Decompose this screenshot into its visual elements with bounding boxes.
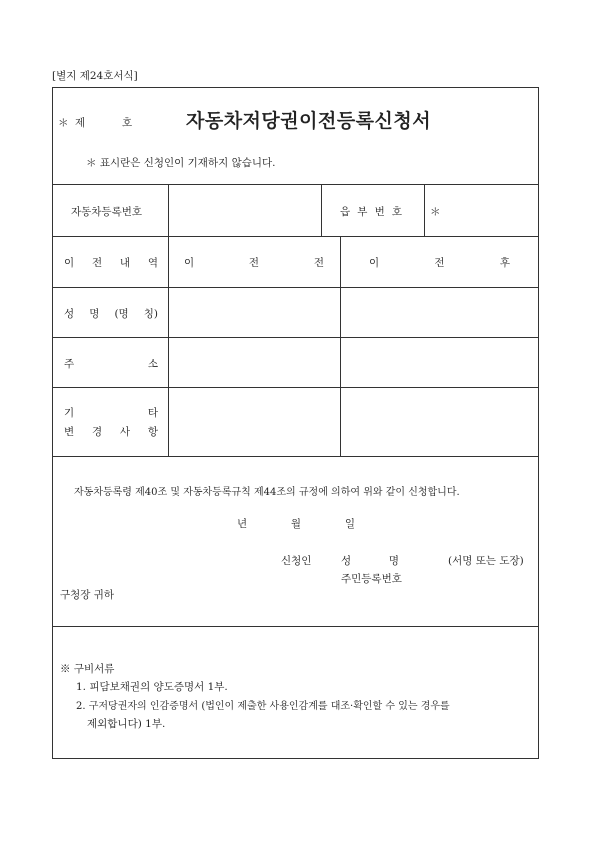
number-label-ho: 호 xyxy=(122,117,133,129)
char: 타 xyxy=(147,407,158,419)
char: 내 xyxy=(119,257,131,269)
divider xyxy=(52,236,539,237)
char: 사 xyxy=(119,426,131,438)
number-label-je: 제 xyxy=(75,117,86,129)
char: 전 xyxy=(248,257,260,269)
before-transfer-header xyxy=(184,255,324,270)
form-number-label: [별지 제24호서식] xyxy=(52,70,138,82)
divider xyxy=(52,184,539,185)
char: 번 xyxy=(374,206,385,218)
document-item-1: 1. 피담보채권의 양도증명서 1부. xyxy=(76,681,228,693)
char: 명 xyxy=(89,308,100,320)
number-mark: ＊ xyxy=(58,117,69,129)
before-address-field[interactable] xyxy=(169,338,340,387)
divider xyxy=(52,626,539,627)
char: 읍 xyxy=(340,206,351,218)
required-documents-heading: ※ 구비서류 xyxy=(60,663,115,675)
char: (명 xyxy=(114,308,129,320)
resident-number-label: 주민등록번호 xyxy=(341,573,402,585)
char: 전 xyxy=(313,257,324,269)
applicant-name-label xyxy=(341,553,399,568)
reg-number-label: 자동차등록번호 xyxy=(71,206,143,218)
document-item-2-continued: 제외합니다) 1부. xyxy=(87,718,166,730)
char: 칭) xyxy=(143,308,158,320)
other-label-line2 xyxy=(64,424,158,439)
notice-text: ＊ 표시란은 신청인이 기재하지 않습니다. xyxy=(86,157,276,169)
char: 후 xyxy=(499,257,510,269)
after-name-field[interactable] xyxy=(341,288,538,337)
char: 부 xyxy=(357,206,368,218)
applicant-label: 신청인 xyxy=(281,555,312,567)
document-item-2: 2. 구저당권자의 인감증명서 (법인이 제출한 사용인감계를 대조·확인할 수 있는 경우를 xyxy=(76,701,450,712)
recipient: 구청장 귀하 xyxy=(60,589,115,601)
column-divider xyxy=(321,184,322,236)
char: 이 xyxy=(369,257,380,269)
char: 경 xyxy=(91,426,103,438)
char: 전 xyxy=(434,257,445,269)
year-label: 년 xyxy=(237,518,248,530)
address-label xyxy=(64,356,158,371)
name-label xyxy=(64,306,158,321)
char: 변 xyxy=(64,426,75,438)
before-other-field[interactable] xyxy=(169,388,340,456)
before-name-field[interactable] xyxy=(169,288,340,337)
char: 역 xyxy=(147,257,158,269)
char: 이 xyxy=(64,257,75,269)
char: 성 xyxy=(64,308,75,320)
day-label: 일 xyxy=(344,518,355,530)
char: 전 xyxy=(91,257,103,269)
char: 호 xyxy=(391,206,402,218)
char: 주 xyxy=(64,358,75,370)
char: 이 xyxy=(184,257,195,269)
eup-number-label xyxy=(340,204,402,219)
other-label-line1 xyxy=(64,405,158,420)
date-line xyxy=(237,516,355,531)
char: 소 xyxy=(147,358,158,370)
after-transfer-header xyxy=(369,255,510,270)
declaration-text: 자동차등록령 제40조 및 자동차등록규칙 제44조의 규정에 의하여 위와 같이 신청합니다. xyxy=(74,487,460,498)
form-title: 자동차저당권이전등록신청서 xyxy=(186,110,432,132)
char: 성 xyxy=(341,555,352,567)
after-other-field[interactable] xyxy=(341,388,538,456)
after-address-field[interactable] xyxy=(341,338,538,387)
signature-note: (서명 또는 도장) xyxy=(448,555,524,567)
transfer-label xyxy=(64,255,158,270)
month-label: 월 xyxy=(290,518,302,530)
char: 명 xyxy=(388,555,399,567)
divider xyxy=(52,456,539,457)
char: 항 xyxy=(147,426,158,438)
char: 기 xyxy=(64,407,75,419)
column-divider xyxy=(424,184,425,236)
eup-number-mark: ＊ xyxy=(430,206,441,218)
